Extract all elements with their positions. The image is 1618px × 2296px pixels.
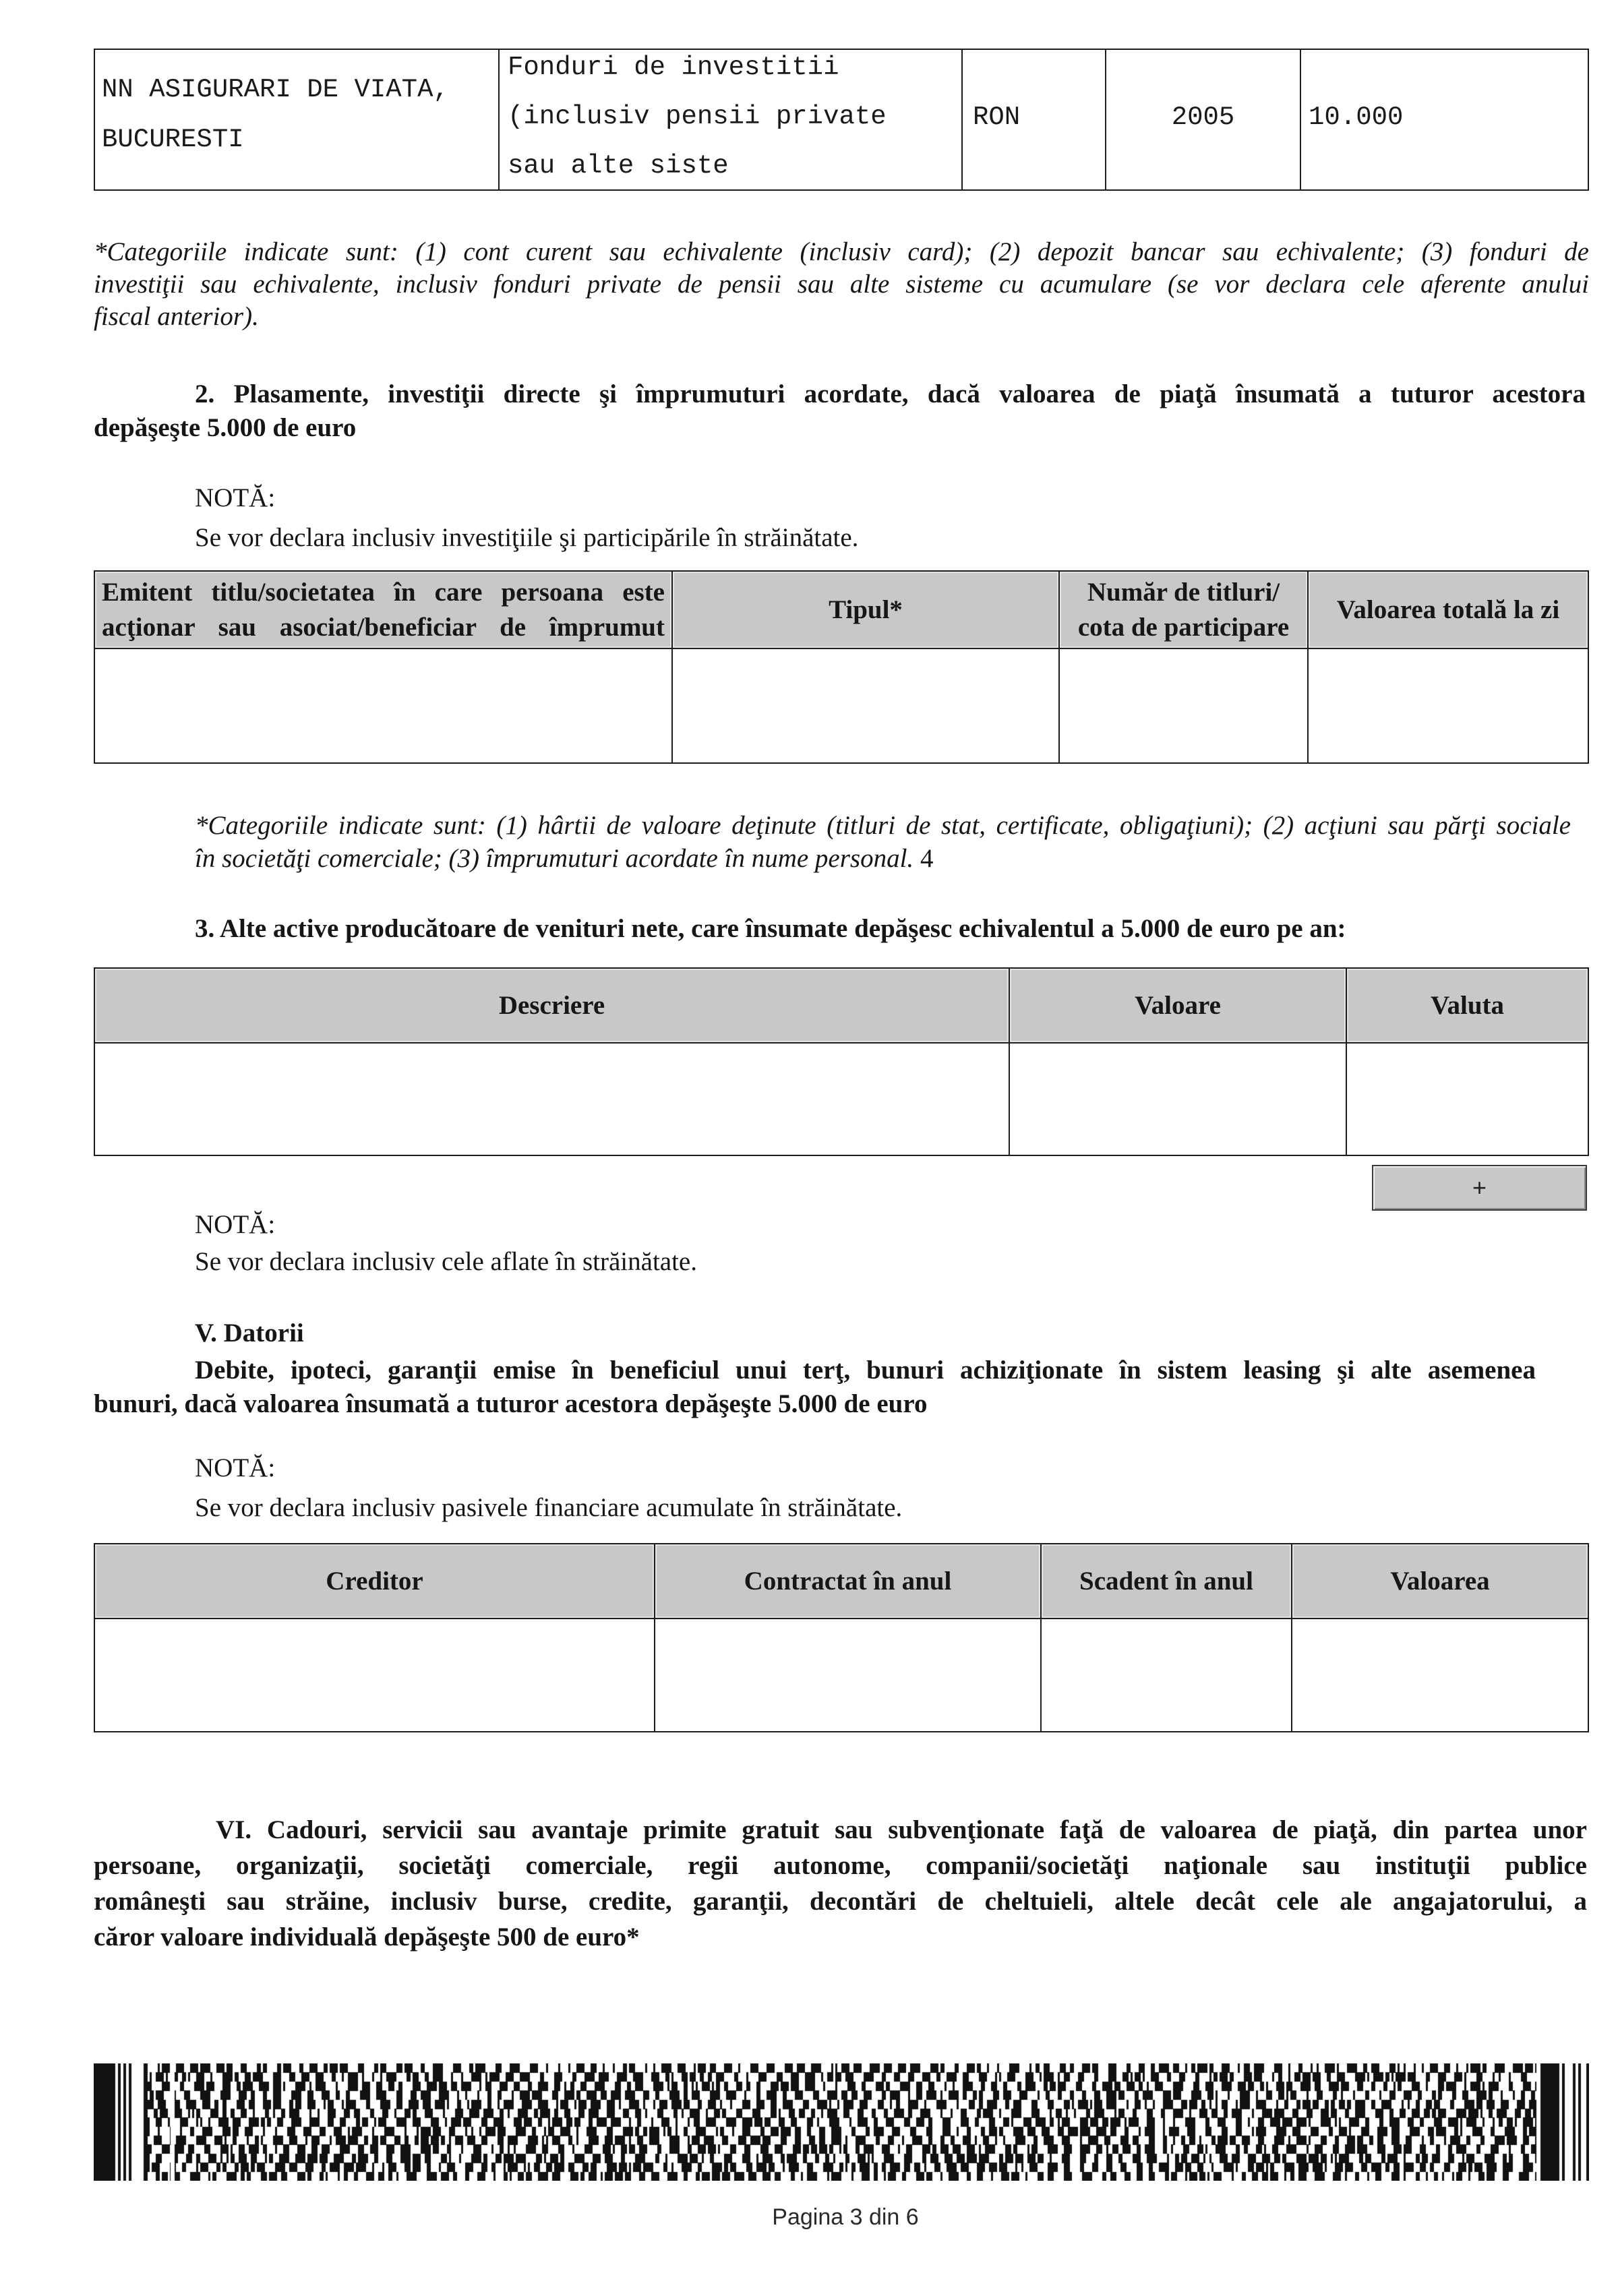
header-issuer-line: Emitent titlu/societatea în care persoana este — [102, 577, 665, 607]
currency-cell — [961, 50, 1105, 189]
table-cell — [1307, 648, 1588, 762]
header-total-label: Valoarea totală la zi — [1336, 595, 1560, 624]
heading-line: 2. Plasamente, investiţii directe şi împrumuturi acordate, dacă valoarea de piaţă însumată a tuturor acestora — [195, 380, 1586, 409]
deposits-footnote — [94, 236, 1589, 333]
description-line: bunuri, dacă valoarea însumată a tuturor acestora depăşeşte 5.000 de euro — [94, 1389, 928, 1418]
header-count — [1058, 572, 1307, 648]
placements-footnote — [195, 809, 1571, 875]
institution-line: BUCURESTI — [102, 125, 244, 154]
header-label: Creditor — [326, 1566, 423, 1596]
debts-table — [94, 1543, 1589, 1732]
other-assets-heading: 3. Alte active producătoare de venituri nete, care însumate depăşesc echivalentul a 5.000 de euro pe an: — [195, 914, 1346, 943]
add-row-button[interactable] — [1372, 1165, 1587, 1211]
header-due-year — [1040, 1544, 1291, 1618]
header-label: Scadent în anul — [1079, 1566, 1253, 1596]
plus-icon: + — [1472, 1174, 1487, 1201]
description-line: Debite, ipoteci, garanţii emise în beneficiul unui terţ, bunuri achiziţionate în sistem leasing şi alte asemenea — [195, 1356, 1536, 1385]
header-count-line: Număr de titluri/ — [1087, 577, 1280, 607]
header-label: Descriere — [498, 990, 605, 1020]
note-label: NOTĂ: — [195, 1453, 276, 1482]
balance-value: 10.000 — [1309, 102, 1404, 132]
header-value — [1009, 969, 1346, 1042]
pdf417-barcode — [94, 2063, 1589, 2181]
table-cell — [95, 648, 671, 762]
table-cell — [1346, 1042, 1588, 1155]
table-cell — [95, 1618, 654, 1731]
heading-line: căror valoare individuală depăşeşte 500 de euro* — [94, 1923, 640, 1952]
footnote-line: fiscal anterior). — [94, 302, 259, 331]
table-header-row — [95, 969, 1588, 1044]
header-issuer-line: acţionar sau asociat/beneficiar de împrumut — [102, 612, 665, 642]
heading-line: persoane, organizaţii, societăţi comerciale, regii autonome, companii/societăţi naţionale sau instituţii publice — [94, 1851, 1587, 1880]
table-cell — [95, 1042, 1009, 1155]
table-header-row — [95, 572, 1588, 649]
institution-line: NN ASIGURARI DE VIATA, — [102, 75, 449, 104]
header-type — [671, 572, 1058, 648]
gifts-heading — [94, 1812, 1587, 1955]
year-cell — [1105, 50, 1300, 189]
heading-line: depăşeşte 5.000 de euro — [94, 413, 357, 442]
year-value: 2005 — [1171, 102, 1235, 132]
header-description — [95, 969, 1009, 1042]
table-cell — [1009, 1042, 1346, 1155]
header-count-line: cota de participare — [1077, 612, 1290, 642]
note-label: NOTĂ: — [195, 1210, 276, 1239]
other-assets-note — [195, 1206, 697, 1280]
debts-note — [195, 1448, 902, 1528]
table-cell — [1040, 1618, 1291, 1731]
footnote-line — [195, 842, 1571, 875]
footnote-line: *Categoriile indicate sunt: (1) cont curent sau echivalente (inclusiv card); (2) depozit bancar sau echivalente; (3) fonduri de — [94, 237, 1589, 266]
table-row — [95, 648, 1588, 762]
footnote-line: investiţii sau echivalente, inclusiv fonduri private de pensii sau alte sisteme cu acumulare (se vor declara cele aferente anului — [94, 270, 1589, 299]
category-line: sau alte siste — [508, 151, 729, 181]
header-label: Valoarea — [1390, 1566, 1490, 1596]
header-contracted-year — [654, 1544, 1040, 1618]
balance-cell — [1300, 50, 1588, 189]
debts-description — [94, 1354, 1536, 1421]
table-cell — [1291, 1618, 1588, 1731]
table-cell — [654, 1618, 1040, 1731]
category-line: Fonduri de investitii — [508, 53, 839, 82]
table-cell — [671, 648, 1058, 762]
deposits-table — [94, 49, 1589, 191]
note-text: Se vor declara inclusiv cele aflate în străinătate. — [195, 1247, 697, 1276]
category-cell — [498, 50, 961, 189]
footnote-text: în societăţi comerciale; (3) împrumuturi acordate în nume personal. — [195, 844, 914, 873]
debts-title: V. Datorii — [195, 1319, 304, 1348]
heading-line: VI. Cadouri, servicii sau avantaje primite gratuit sau subvenţionate faţă de valoarea de piaţă, din partea unor — [216, 1815, 1587, 1844]
footnote-reference: 4 — [920, 844, 934, 873]
table-row — [95, 1618, 1588, 1731]
other-assets-table — [94, 967, 1589, 1156]
placements-note — [195, 478, 858, 557]
table-cell — [1058, 648, 1307, 762]
table-header-row — [95, 1544, 1588, 1619]
placements-table — [94, 570, 1589, 764]
placements-heading — [94, 377, 1586, 445]
category-line: (inclusiv pensii private — [508, 102, 887, 131]
header-creditor — [95, 1544, 654, 1618]
note-text: Se vor declara inclusiv investiţiile şi participările în străinătate. — [195, 523, 859, 552]
page-number: Pagina 3 din 6 — [772, 2204, 919, 2230]
table-row — [95, 1042, 1588, 1155]
header-currency — [1346, 969, 1588, 1042]
heading-line: româneşti sau străine, inclusiv burse, credite, garanţii, decontări de cheltuieli, altele decât cele ale angajatorului, a — [94, 1887, 1587, 1916]
header-label: Valoare — [1135, 990, 1221, 1020]
note-label: NOTĂ: — [195, 483, 276, 512]
footnote-line: *Categoriile indicate sunt: (1) hârtii de valoare deţinute (titluri de stat, certificate, obligaţiuni); (2) acţiuni sau părţi sociale — [195, 811, 1571, 840]
header-total — [1307, 572, 1588, 648]
header-issuer — [95, 572, 671, 648]
note-text: Se vor declara inclusiv pasivele financiare acumulate în străinătate. — [195, 1493, 903, 1522]
institution-cell — [95, 50, 498, 189]
currency-value: RON — [973, 102, 1021, 132]
header-amount — [1291, 1544, 1588, 1618]
header-label: Valuta — [1430, 990, 1505, 1020]
header-label: Contractat în anul — [744, 1566, 952, 1596]
header-type-label: Tipul* — [829, 595, 903, 624]
